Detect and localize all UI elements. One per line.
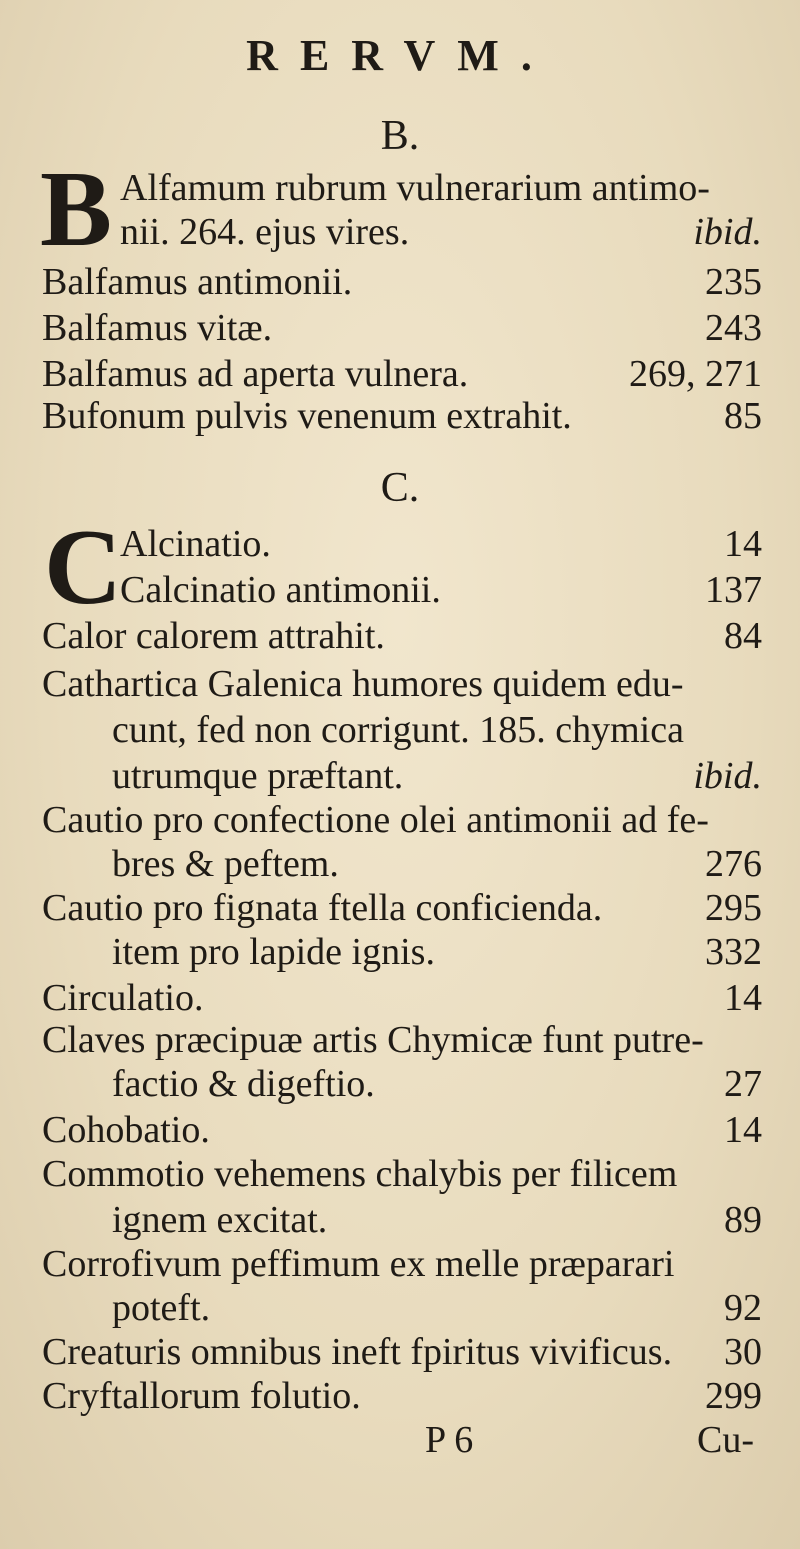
entry-text: Balfamus antimonii.	[42, 261, 353, 303]
entry-page: 92	[724, 1287, 762, 1329]
entry-text: Circulatio.	[42, 977, 204, 1019]
entry-page: ibid.	[693, 211, 762, 253]
initial-letter-b: B	[40, 150, 113, 269]
entry-text: item pro lapide ignis.	[112, 931, 435, 973]
entry-page: 14	[724, 977, 762, 1019]
entry-page: 332	[705, 931, 762, 973]
entry-page: 85	[724, 395, 762, 437]
entry-text: Corrofivum peffimum ex melle præparari	[42, 1243, 675, 1285]
entry-text: Creaturis omnibus ineft fpiritus vivificus.	[42, 1331, 673, 1373]
entry-page: 14	[724, 523, 762, 565]
entry-text: Cautio pro confectione olei antimonii ad fe-	[42, 799, 709, 841]
entry-page: 243	[705, 307, 762, 349]
entry-text: Calor calorem attrahit.	[42, 615, 385, 657]
entry-page: 30	[724, 1331, 762, 1373]
entry-text: Alcinatio.	[120, 523, 271, 565]
entry-text: factio & digeftio.	[112, 1063, 375, 1105]
entry-page: 89	[724, 1199, 762, 1241]
catchword: Cu-	[697, 1419, 754, 1461]
entry-page: 235	[705, 261, 762, 303]
signature-mark: P 6	[425, 1419, 474, 1461]
entry-page: ibid.	[693, 755, 762, 797]
entry-text: Claves præcipuæ artis Chymicæ funt putre-	[42, 1019, 704, 1061]
section-heading-b: B.	[380, 113, 420, 159]
initial-letter-c: C	[44, 508, 122, 627]
entry-text: nii. 264. ejus vires.	[120, 211, 410, 253]
entry-text: Alfamum rubrum vulnerarium antimo-	[120, 167, 710, 209]
section-heading-c: C.	[380, 465, 420, 511]
entry-text: poteft.	[112, 1287, 211, 1329]
entry-text: Calcinatio antimonii.	[120, 569, 441, 611]
entry-text: Balfamus vitæ.	[42, 307, 273, 349]
running-head: RERVM.	[246, 31, 554, 80]
entry-page: 84	[724, 615, 762, 657]
entry-text: Cryftallorum folutio.	[42, 1375, 361, 1417]
entry-text: ignem excitat.	[112, 1199, 328, 1241]
entry-text: utrumque præftant.	[112, 755, 404, 797]
entry-text: cunt, fed non corrigunt. 185. chymica	[112, 709, 684, 751]
entry-page: 27	[724, 1063, 762, 1105]
entry-text: Bufonum pulvis venenum extrahit.	[42, 395, 572, 437]
entry-page: 137	[705, 569, 762, 611]
entry-text: Cathartica Galenica humores quidem edu-	[42, 663, 684, 705]
entry-text: Cautio pro fignata ftella conficienda.	[42, 887, 603, 929]
entry-text: bres & peftem.	[112, 843, 339, 885]
entry-text: Balfamus ad aperta vulnera.	[42, 353, 469, 395]
entry-page: 14	[724, 1109, 762, 1151]
entry-page: 276	[705, 843, 762, 885]
entry-text: Commotio vehemens chalybis per filicem	[42, 1153, 678, 1195]
entry-text: Cohobatio.	[42, 1109, 210, 1151]
entry-page: 269, 271	[629, 353, 762, 395]
entry-page: 299	[705, 1375, 762, 1417]
entry-page: 295	[705, 887, 762, 929]
